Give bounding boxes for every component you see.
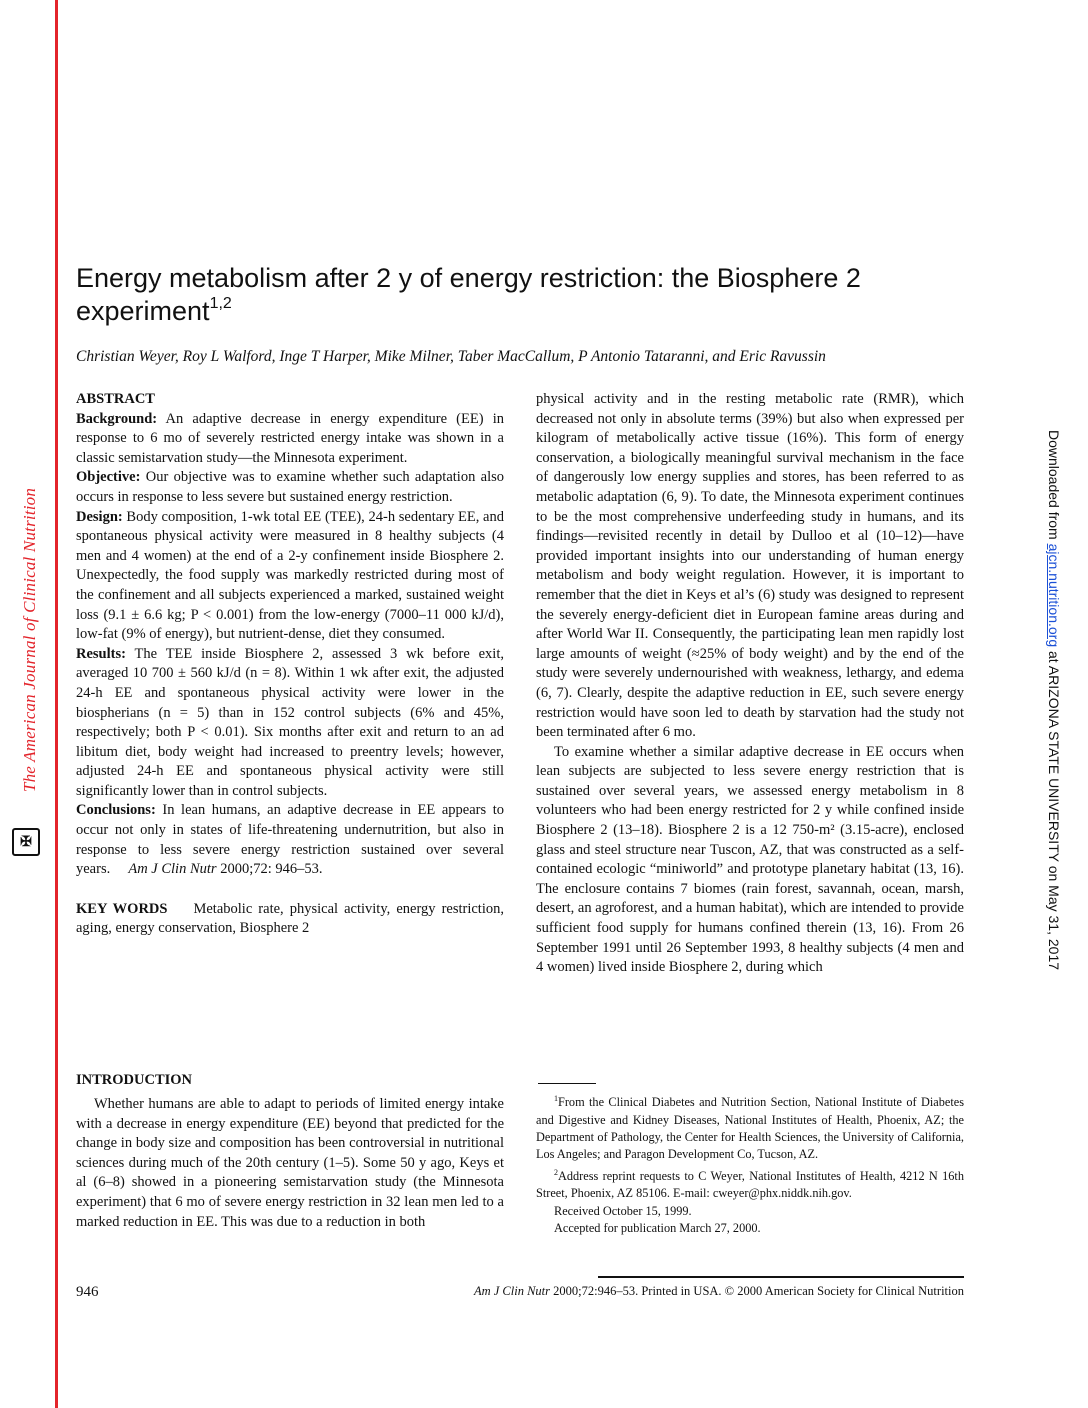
intro-paragraph: Whether humans are able to adapt to periods of limited energy intake with a decrease in energy expenditure (EE) beyond that predicted for the change in body size and composition has been controversial in nutritional sciences during much of the 20th century (1–5). Some 50 y ago, Keys et al (6–8) showed in a pioneering semistarvation study (the Minnesota experiment) that 6 mo of severe energy restriction in 32 lean men led to a marked reduction in EE. This was due to a reduction in both [76, 1096, 504, 1230]
right-paragraph-1: physical activity and in the resting metabolic rate (RMR), which decreased not only in absolute terms (39%) but also when expressed per kilogram of metabolically active tissue (16%). This form of energy conservation, a biologically meaningful survival mechanism in the face of dangerously low energy supplies and stores, has been referred to as metabolic adaptation (6, 9). To date, the Minnesota experiment continues to be the most comprehensive underfeeding study in humans, and its findings—revisited recently in detail by Dulloo et al (10–12)—have provided important insights into our understanding of human energy metabolism and body weight regulation. However, it is important to remember that the diet in Keys et al’s (6) study was designed to represent the severely energy-deficient diet in European famine areas during and after World War II. Consequently, the participating lean men rapidly lost large amounts of weight (≈25% of body weight) and by the end of the study were severely undernourished with weakness, lethargy, and edema (6, 7). Clearly, despite the adaptive reduction in EE, such severe energy restriction would have soon led to death by starvation had the study not been terminated after 6 mo. [536, 391, 964, 741]
article-title [76, 262, 976, 328]
abstract-column [76, 390, 504, 939]
received-date: Received October 15, 1999. [554, 1203, 692, 1218]
footnotes [536, 1090, 964, 1237]
abstract-citation: Am J Clin Nutr [128, 861, 217, 878]
author-list: Christian Weyer, Roy L Walford, Inge T Harper, Mike Milner, Taber MacCallum, P Antonio Tataranni, and Eric Ravussin [76, 348, 826, 365]
abstract-objective: Objective: Our objective was to examine whether such adaptation also occurs in response to less severe but sustained energy restriction. [76, 469, 504, 505]
footnote-1: $^1$From the Clinical Diabetes and Nutrition Section, National Institute of Diabetes and Digestive and Kidney Diseases, National Institutes of Health, Phoenix, AZ; the Department of Pathology, the Center for Health Sciences, the University of California, Los Angeles; and Paragon Development Co, Tucson, AZ. [536, 1094, 964, 1162]
download-link[interactable]: ajcn.nutrition.org [1046, 543, 1062, 648]
title-footnote-marks: 1,2 [209, 295, 232, 312]
abstract-background: Background: An adaptive decrease in energy expenditure (EE) in response to 6 mo of severely restricted energy intake was shown in a classic semistarvation study—the Minnesota experiment. [76, 410, 504, 466]
footnote-2: $^2$Address reprint requests to C Weyer, National Institutes of Health, 4212 N 16th Street, Phoenix, AZ 85106. E-mail: cweyer@phx.niddk.nih.gov. [536, 1167, 964, 1201]
journal-seal-icon: ✠ [12, 828, 40, 856]
page-number: 946 [76, 1284, 99, 1300]
right-column-body [536, 390, 964, 978]
abstract-design: Design: Body composition, 1-wk total EE (TEE), 24-h sedentary EE, and spontaneous physical activity were measured in 8 healthy subjects (4 men and 4 women) at the end of a 2-y confinement inside Biosphere 2. Unexpectedly, the food supply was markedly restricted during most of the confinement and all subjects experienced a marked, sustained weight loss (9.1 ± 6.6 kg; P < 0.001) from the low-energy (7000–11 000 kJ/d), low-fat (9% of energy), but nutrient-dense, diet they consumed. [76, 508, 504, 643]
download-suffix: at ARIZONA STATE UNIVERSITY on May 31, 2017 [1046, 647, 1062, 971]
abstract-heading: ABSTRACT [76, 391, 155, 407]
footnote-divider [538, 1083, 596, 1084]
download-watermark [1046, 430, 1062, 970]
footer-divider [598, 1276, 964, 1278]
abstract-results: Results: The TEE inside Biosphere 2, assessed 3 wk before exit, averaged 10 700 ± 560 kJ/d (n = 8). Within 1 wk after exit, the adjusted 24-h EE and spontaneous physical activity were lower in the biospherians (n = 5) than in 152 control subjects (6% and 45%, respectively; both P < 0.01). Six months after exit and return to an ad libitum diet, body weight had increased to preentry levels; however, adjusted 24-h EE and spontaneous physical activity were still significantly lower than in control subjects. [76, 645, 504, 799]
abstract-conclusions: Conclusions: In lean humans, an adaptive decrease in EE appears to occur not only in states of life-threatening undernutrition, but also in response to less severe energy restriction sustained over several years. Am J Clin Nutr 2000;72: 946–53. [76, 802, 504, 878]
introduction-heading: INTRODUCTION [76, 1072, 193, 1088]
keywords: KEY WORDS Metabolic rate, physical activity, energy restriction, aging, energy conservation, Biosphere 2 [76, 900, 504, 937]
introduction-body [76, 1095, 504, 1232]
right-paragraph-2: To examine whether a similar adaptive decrease in EE occurs when lean subjects are subjected to less severe energy restriction that is sustained over several years, we assessed energy metabolism in 8 volunteers who had been energy restricted for 2 y while confined inside Biosphere 2 (13–18). Biosphere 2 is a 12 750-m² (3.15-acre), enclosed glass and steel structure near Tuscon, AZ, that was constructed as a self-contained ecologic “miniworld” and prototype planetary habitat (13, 16). The enclosure contains 7 biomes (rain forest, savannah, ocean, marsh, desert, an agroforest, and a human habitat), which are intended to provide sufficient food supply for humans confined therein (13, 16). From 26 September 1991 until 26 September 1993, 8 healthy subjects (4 men and 4 women) lived inside Biosphere 2, during which [536, 743, 964, 976]
article-title-text: Energy metabolism after 2 y of energy restriction: the Biosphere 2 experiment [76, 263, 861, 326]
footer-citation: Am J Clin Nutr 2000;72:946–53. Printed in USA. © 2000 American Society for Clinical Nutrition [473, 1284, 964, 1298]
journal-side-title: The American Journal of Clinical Nutrition [20, 487, 39, 793]
download-prefix: Downloaded from [1046, 429, 1062, 544]
accepted-date: Accepted for publication March 27, 2000. [554, 1221, 761, 1236]
journal-red-rule [55, 0, 58, 1408]
